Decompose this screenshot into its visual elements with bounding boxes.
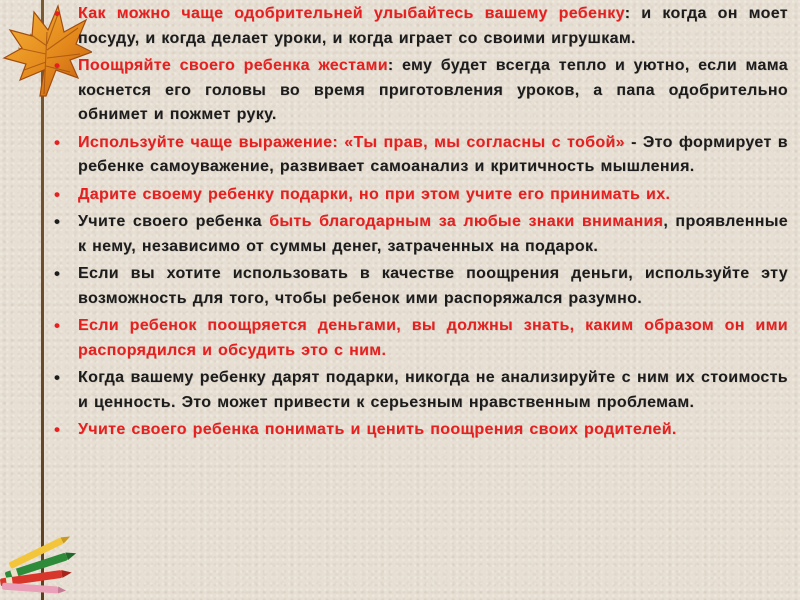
highlighted-text: Дарите своему ребенку подарки, но при этом учите его принимать их. [78, 185, 671, 203]
crayons-icon [0, 525, 82, 600]
bullet-icon: • [54, 184, 61, 204]
list-item [51, 131, 788, 180]
list-item [51, 366, 788, 415]
list-item [51, 262, 788, 311]
body-text: , проявленные к нему, независимо от суммы денег, затраченных на подарок. [78, 213, 788, 255]
list-item [51, 314, 788, 363]
body-text: Если вы хотите использовать в качестве поощрения деньги, используйте эту возможность для того, чтобы ребенок ими распоряжался разумно. [78, 265, 788, 307]
highlighted-text: Учите своего ребенка понимать и ценить поощрения своих родителей. [78, 421, 677, 438]
body-text: : ему будет всегда тепло и уютно, если мама коснется его головы во время приготовления уроков, а папа одобрительно обнимет и пожмет руку. [78, 57, 788, 123]
highlighted-text: быть благодарным за любые знаки внимания [269, 213, 664, 230]
highlighted-text: Как можно чаще одобрительней улыбайтесь вашему ребенку [78, 5, 625, 22]
list-item [51, 183, 788, 208]
highlighted-text: Если ребенок поощряется деньгами, вы должны знать, каким образом он ими распорядился и обсудить это с ним. [78, 317, 788, 359]
bullet-icon: • [54, 132, 61, 152]
bullet-icon: • [54, 316, 61, 335]
highlighted-text: Поощряйте своего ребенка жестами [78, 57, 388, 74]
list-item [51, 54, 788, 128]
list-item [51, 210, 788, 259]
bullet-icon: • [54, 56, 61, 75]
body-text: Когда вашему ребенку дарят подарки, никогда не анализируйте с ним их стоимость и ценность. Это может привести к серьезным нравственным проблемам. [78, 369, 788, 411]
bullet-icon: • [54, 264, 61, 283]
list-item [51, 2, 788, 51]
body-text: : и когда он моет посуду, и когда делает уроки, и когда играет со своими игрушкам. [78, 5, 788, 47]
tips-list-container [51, 2, 788, 446]
bullet-icon: • [54, 420, 61, 439]
body-text: - Это формирует в ребенке самоуважение, развивает самоанализ и критичность мышления. [78, 133, 788, 175]
bullet-icon: • [54, 4, 61, 23]
tips-list [51, 2, 788, 443]
list-item [51, 418, 788, 443]
body-text: Учите своего ребенка [78, 213, 270, 230]
highlighted-text: Используйте чаще выражение: «Ты прав, мы согласны с тобой» [78, 133, 625, 151]
bullet-icon: • [54, 212, 61, 231]
bullet-icon: • [54, 368, 61, 387]
